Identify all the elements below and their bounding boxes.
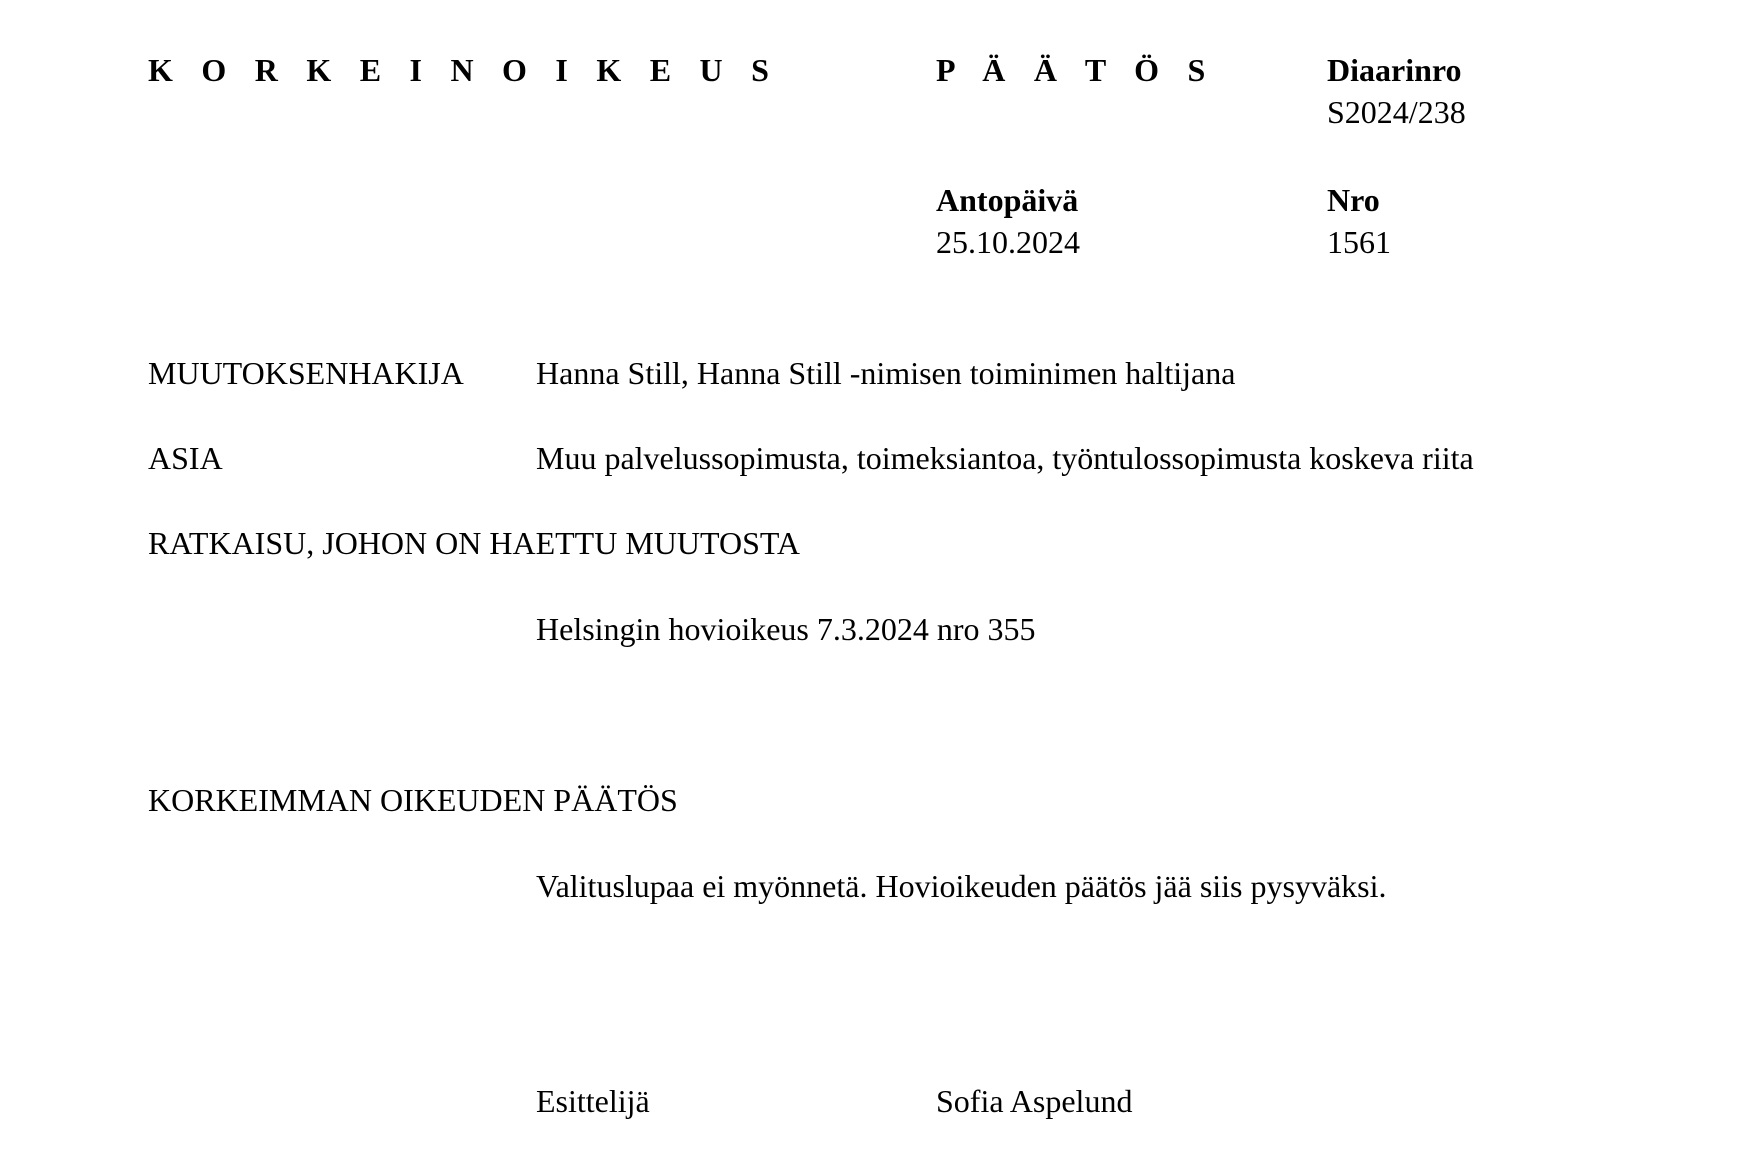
matter-value: Muu palvelussopimusta, toimeksiantoa, työntulossopimusta koskeva riita <box>536 440 1474 476</box>
appealed-decision-heading: RATKAISU, JOHON ON HAETTU MUUTOSTA <box>148 525 800 561</box>
decision-heading: KORKEIMMAN OIKEUDEN PÄÄTÖS <box>148 782 678 818</box>
antopaiva-value: 25.10.2024 <box>936 224 1080 260</box>
court-name: K O R K E I N O I K E U S <box>148 52 780 88</box>
matter-label: ASIA <box>148 440 223 476</box>
antopaiva-label: Antopäivä <box>936 182 1079 218</box>
diaari-value: S2024/238 <box>1327 94 1466 130</box>
appellant-label: MUUTOKSENHAKIJA <box>148 355 464 391</box>
nro-label: Nro <box>1327 182 1380 218</box>
document-type: P Ä Ä T Ö S <box>936 52 1216 88</box>
signature-name: Sofia Aspelund <box>936 1083 1133 1119</box>
decision-text: Valituslupaa ei myönnetä. Hovioikeuden päätös jää siis pysyväksi. <box>536 868 1387 904</box>
diaari-label: Diaarinro <box>1327 52 1462 88</box>
nro-value: 1561 <box>1327 224 1391 260</box>
signature-role: Esittelijä <box>536 1083 650 1119</box>
appellant-value: Hanna Still, Hanna Still -nimisen toiminimen haltijana <box>536 355 1236 391</box>
appealed-decision-value: Helsingin hovioikeus 7.3.2024 nro 355 <box>536 611 1036 647</box>
